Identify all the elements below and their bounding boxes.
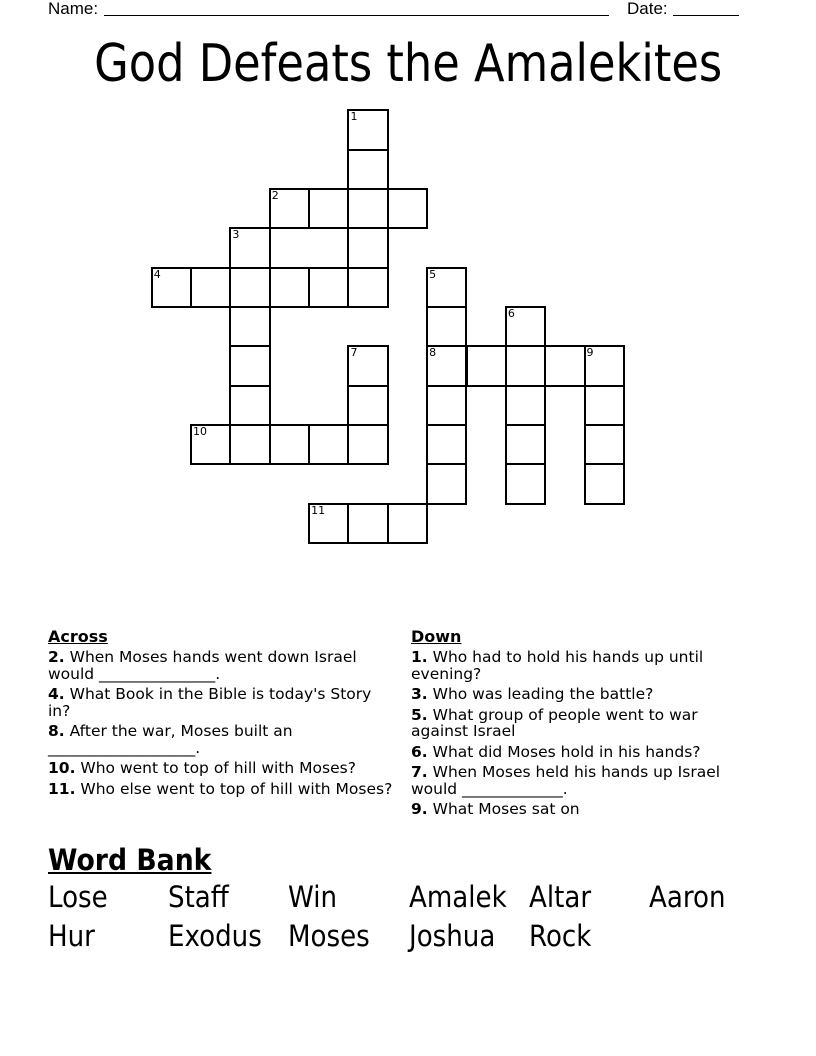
crossword-cell-2[interactable] <box>269 188 310 229</box>
word-bank-item: Altar <box>528 880 591 914</box>
word-bank-item: Win <box>288 880 338 914</box>
crossword-cell-3[interactable] <box>229 227 270 268</box>
clue-number-label: 3 <box>232 228 240 242</box>
crossword-cell-8[interactable] <box>426 345 467 386</box>
clue-text: Who had to hold his hands up until evening? <box>411 648 704 683</box>
word-bank-item: Exodus <box>168 918 262 953</box>
clue-number: 10. <box>48 759 76 777</box>
crossword-cell[interactable] <box>347 227 388 268</box>
across-clue-2 <box>48 649 398 682</box>
crossword-cell-1[interactable] <box>347 109 388 150</box>
crossword-cell[interactable] <box>584 463 625 504</box>
clue-number-label: 4 <box>153 267 161 281</box>
crossword-cell[interactable] <box>190 267 231 308</box>
across-clue-11 <box>48 781 398 798</box>
clue-text: What Moses sat on <box>432 800 580 818</box>
crossword-cell[interactable] <box>387 503 428 544</box>
crossword-cell[interactable] <box>505 385 546 426</box>
crossword-cell[interactable] <box>426 306 467 347</box>
crossword-cell[interactable] <box>426 424 467 465</box>
across-heading: Across <box>48 627 108 646</box>
crossword-cell[interactable] <box>229 267 270 308</box>
word-bank-item: Amalek <box>408 880 507 914</box>
clue-number: 4. <box>48 685 65 703</box>
clue-number: 9. <box>411 800 428 818</box>
down-clue-7 <box>411 764 751 797</box>
down-clue-6 <box>411 744 751 761</box>
crossword-cell[interactable] <box>347 503 388 544</box>
clue-number: 6. <box>411 742 428 761</box>
crossword-cell-10[interactable] <box>190 424 231 465</box>
crossword-cell[interactable] <box>308 424 349 465</box>
crossword-cell[interactable] <box>466 345 507 386</box>
clue-number: 8. <box>48 722 65 740</box>
crossword-cell[interactable] <box>347 267 388 308</box>
clue-number-label: 6 <box>507 306 515 320</box>
crossword-cell[interactable] <box>229 424 270 465</box>
clue-text: Who went to top of hill with Moses? <box>80 759 356 777</box>
down-clue-3 <box>411 686 751 703</box>
clue-number-label: 7 <box>350 346 358 360</box>
crossword-cell[interactable] <box>308 188 349 229</box>
name-label: Name: <box>48 0 99 18</box>
crossword-cell-7[interactable] <box>347 345 388 386</box>
crossword-cell[interactable] <box>269 267 310 308</box>
crossword-cell[interactable] <box>584 424 625 465</box>
clue-number: 11. <box>48 779 76 798</box>
across-clue-8 <box>48 723 398 756</box>
word-bank-item: Staff <box>168 880 229 914</box>
clue-text: What Book in the Bible is today's Story in? <box>48 685 372 720</box>
clue-number-label: 11 <box>311 503 326 517</box>
clue-number: 1. <box>411 648 428 666</box>
word-bank-grid <box>48 878 768 955</box>
word-bank <box>48 842 768 955</box>
clue-text: Who was leading the battle? <box>432 685 654 703</box>
clue-text: After the war, Moses built an ___________________. <box>48 722 293 757</box>
crossword-cell-11[interactable] <box>308 503 349 544</box>
crossword-cell-9[interactable] <box>584 345 625 386</box>
down-clues <box>411 628 751 822</box>
clue-text: Who else went to top of hill with Moses? <box>80 779 393 798</box>
clue-text: What did Moses hold in his hands? <box>432 742 701 761</box>
clue-text: What group of people went to war against Israel <box>411 705 698 740</box>
crossword-cell[interactable] <box>308 267 349 308</box>
crossword-cell[interactable] <box>426 463 467 504</box>
crossword-cell[interactable] <box>426 385 467 426</box>
across-clue-4 <box>48 686 398 719</box>
word-bank-item: Lose <box>48 880 108 914</box>
clue-number: 3. <box>411 685 428 703</box>
across-clue-10 <box>48 760 398 777</box>
clue-number-label: 2 <box>271 188 279 202</box>
crossword-cell[interactable] <box>229 385 270 426</box>
date-label: Date: <box>627 0 668 18</box>
crossword-cell[interactable] <box>544 345 585 386</box>
word-bank-item: Rock <box>528 918 592 953</box>
crossword-cell-6[interactable] <box>505 306 546 347</box>
word-bank-item: Moses <box>288 918 371 953</box>
clue-number-label: 5 <box>429 267 437 281</box>
down-heading: Down <box>411 627 462 646</box>
down-clue-5 <box>411 707 751 740</box>
clue-number-label: 8 <box>429 346 437 360</box>
crossword-cell-4[interactable] <box>151 267 192 308</box>
crossword-cell[interactable] <box>347 188 388 229</box>
across-clues <box>48 628 398 801</box>
crossword-cell[interactable] <box>347 385 388 426</box>
page-title-text: God Defeats the Amalekites <box>93 34 723 94</box>
clue-number: 2. <box>48 648 65 666</box>
clue-number: 7. <box>411 763 428 781</box>
clue-text: When Moses hands went down Israel would _______________. <box>48 648 357 683</box>
word-bank-item: Aaron <box>648 880 726 914</box>
clue-number-label: 1 <box>350 110 358 124</box>
clue-number: 5. <box>411 705 428 724</box>
crossword-cell[interactable] <box>229 345 270 386</box>
down-clue-1 <box>411 649 751 682</box>
crossword-cell[interactable] <box>505 463 546 504</box>
clue-text: When Moses held his hands up Israel would _____________. <box>411 763 721 798</box>
word-bank-item: Hur <box>48 918 95 953</box>
crossword-cell[interactable] <box>269 424 310 465</box>
crossword-cell[interactable] <box>505 424 546 465</box>
word-bank-item: Joshua <box>408 918 495 953</box>
crossword-cell[interactable] <box>347 149 388 190</box>
crossword-cell[interactable] <box>347 424 388 465</box>
clue-number-label: 10 <box>193 425 208 438</box>
crossword-cell[interactable] <box>584 385 625 426</box>
down-clue-9 <box>411 801 751 818</box>
crossword-cell[interactable] <box>505 345 546 386</box>
word-bank-heading: Word Bank <box>48 843 212 877</box>
crossword-cell[interactable] <box>387 188 428 229</box>
crossword-cell[interactable] <box>229 306 270 347</box>
crossword-cell-5[interactable] <box>426 267 467 308</box>
clue-number-label: 9 <box>586 346 594 360</box>
